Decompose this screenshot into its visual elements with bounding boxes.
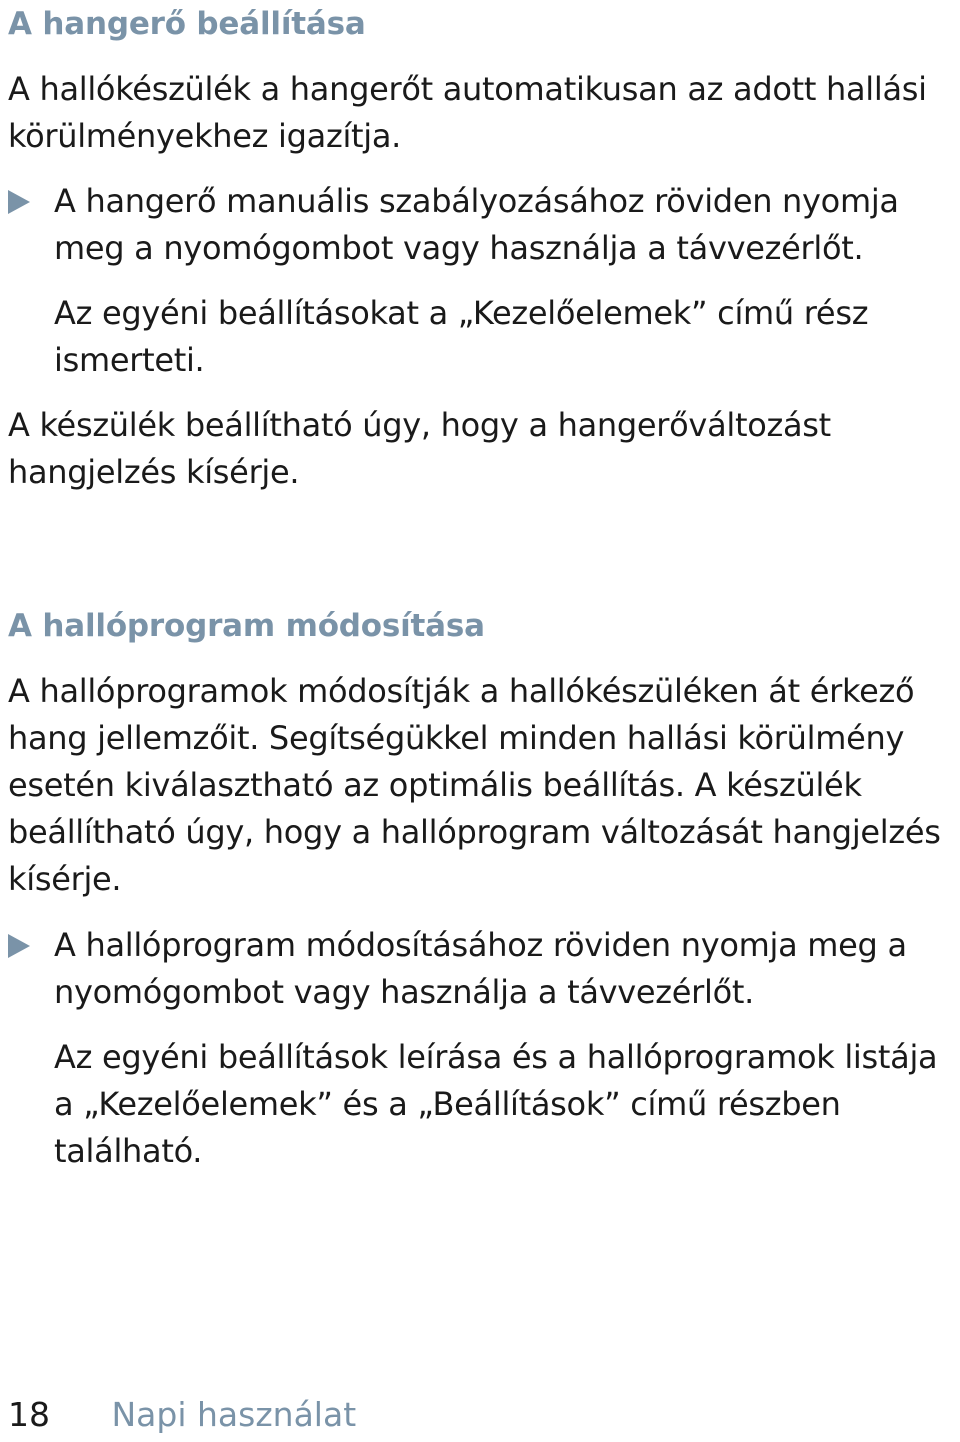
section-title-volume: A hangerő beállítása: [8, 6, 366, 42]
instruction-step-volume: [8, 178, 954, 272]
instruction-note: Az egyéni beállítások leírása és a hallóprogramok listája a „Kezelőelemek” és a „Beállítások” című részben található.: [54, 1038, 938, 1170]
section-title-program: A hallóprogram módosítása: [8, 608, 485, 644]
instruction-note: Az egyéni beállításokat a „Kezelőelemek” című rész ismerteti.: [54, 294, 869, 379]
paragraph: A készülék beállítható úgy, hogy a hangerőváltozást hangjelzés kísérje.: [8, 406, 831, 491]
section-intro-program: A hallóprogramok módosítják a hallókészüléken át érkező hang jellemzőit. Segítségükkel minden hallási körülmény esetén kiválasztható az optimális beállítás. A készülék beállítható úgy, hogy a hallóprogram változását hangjelzés kísérje.: [8, 672, 941, 898]
page-number: 18: [8, 1395, 50, 1434]
instruction-text: A hallóprogram módosításához röviden nyomja meg a nyomógombot vagy használja a távvezérlőt.: [54, 926, 907, 1011]
instruction-text: A hangerő manuális szabályozásához röviden nyomja meg a nyomógombot vagy használja a távvezérlőt.: [54, 182, 899, 267]
triangle-right-icon: [8, 190, 30, 214]
footer-section-name: Napi használat: [111, 1395, 357, 1434]
triangle-right-icon: [8, 934, 30, 958]
section-intro-volume: A hallókészülék a hangerőt automatikusan az adott hallási körülményekhez igazítja.: [8, 70, 927, 155]
page-footer: [8, 1390, 356, 1440]
instruction-step-program: [8, 922, 954, 1016]
